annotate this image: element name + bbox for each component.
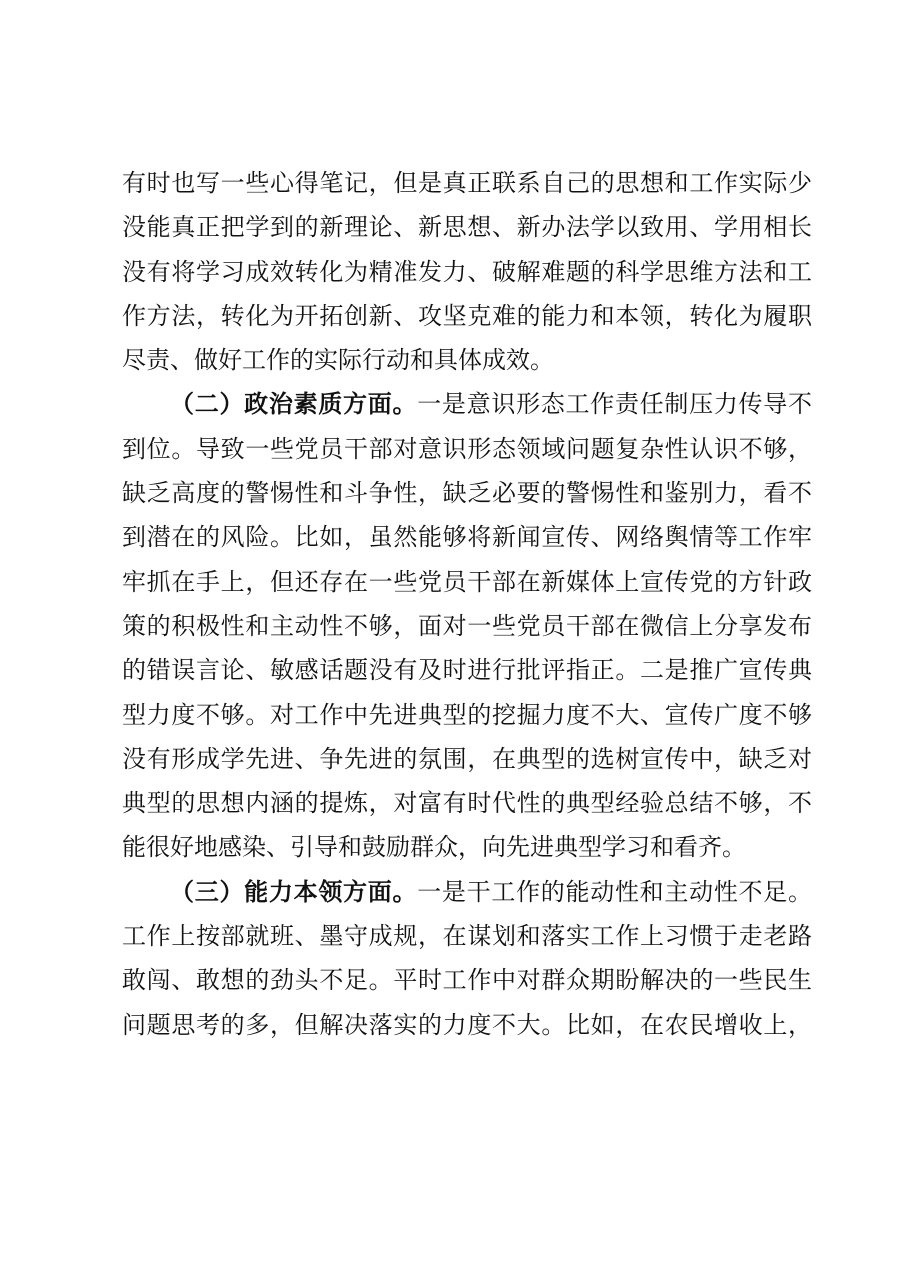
- document-body: [122, 161, 812, 1047]
- text-line: 型力度不够。对工作中先进典型的挖掘力度不大、宣传广度不够: [122, 700, 812, 729]
- text-line: 没有形成学先进、争先进的氛围，在典型的选树宣传中，缺乏对: [122, 744, 812, 773]
- text-line: 没能真正把学到的新理论、新思想、新办法学以致用、学用相长: [122, 213, 812, 242]
- text-line: 工作上按部就班、墨守成规，在谋划和落实工作上习惯于走老路: [122, 922, 812, 951]
- section-heading: （三）能力本领方面。: [170, 876, 418, 906]
- line-text: 一是干工作的能动性和主动性不足。: [417, 877, 813, 906]
- paragraph-p3: [122, 870, 812, 1047]
- text-line: 到潜在的风险。比如，虽然能够将新闻宣传、网络舆情等工作牢: [122, 523, 812, 552]
- text-line: 问题思考的多，但解决落实的力度不大。比如，在农民增收上，: [122, 1010, 812, 1039]
- paragraph-p2: [122, 382, 812, 869]
- text-line: 缺乏高度的警惕性和斗争性，缺乏必要的警惕性和鉴别力，看不: [122, 479, 812, 508]
- section-heading: （二）政治素质方面。: [170, 389, 418, 419]
- text-line: 能很好地感染、引导和鼓励群众，向先进典型学习和看齐。: [122, 833, 746, 862]
- text-line: 典型的思想内涵的提炼，对富有时代性的典型经验总结不够，不: [122, 789, 812, 818]
- text-line: 的错误言论、敏感话题没有及时进行批评指正。二是推广宣传典: [122, 656, 812, 685]
- text-line: 尽责、做好工作的实际行动和具体成效。: [122, 346, 554, 375]
- text-line: 牢抓在手上，但还存在一些党员干部在新媒体上宣传党的方针政: [122, 567, 812, 596]
- text-line: 有时也写一些心得笔记，但是真正联系自己的思想和工作实际少: [122, 169, 812, 197]
- line-text: 一是意识形态工作责任制压力传导不: [417, 390, 813, 419]
- text-line: [122, 382, 812, 426]
- text-line: 作方法，转化为开拓创新、攻坚克难的能力和本领，转化为履职: [122, 301, 812, 330]
- text-line: 策的积极性和主动性不够，面对一些党员干部在微信上分享发布: [122, 611, 812, 640]
- text-line: 到位。导致一些党员干部对意识形态领域问题复杂性认识不够，: [122, 434, 812, 463]
- text-line: 没有将学习成效转化为精准发力、破解难题的科学思维方法和工: [122, 257, 812, 286]
- paragraph-p1: [122, 161, 812, 382]
- text-line: [122, 870, 812, 914]
- text-line: 敢闯、敢想的劲头不足。平时工作中对群众期盼解决的一些民生: [122, 966, 812, 995]
